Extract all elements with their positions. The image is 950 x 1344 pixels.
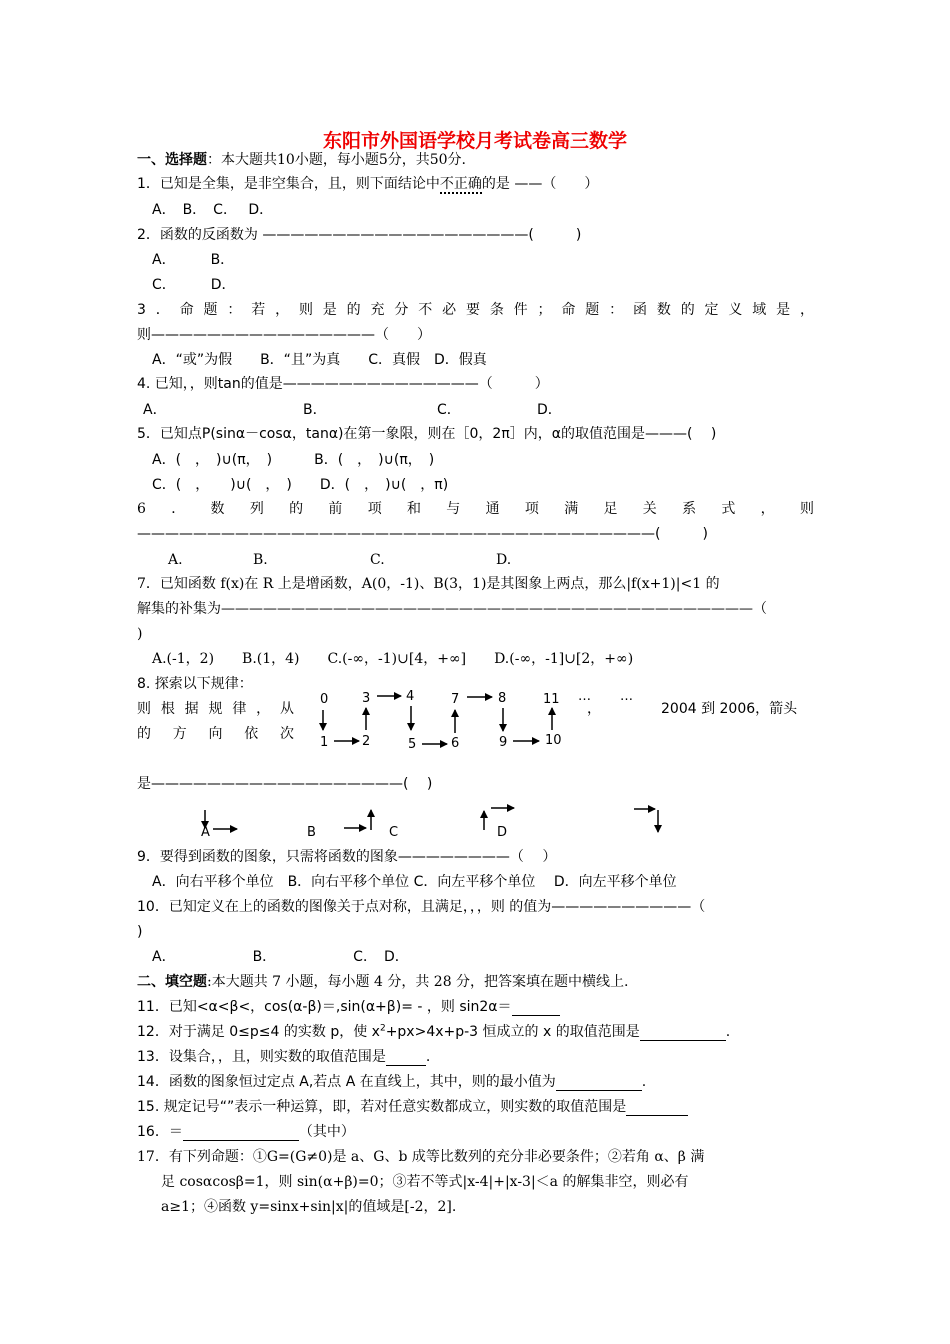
q6-option-d: D. <box>496 552 512 568</box>
pattern-num-5: 5 <box>408 737 417 752</box>
q3-stem-char: 要 <box>465 302 480 318</box>
pattern-arrows <box>323 696 552 744</box>
q13-text: 13．设集合，，且，则实数的取值范围是 <box>137 1049 386 1065</box>
q3-stem-char: 条 <box>489 302 504 318</box>
pattern-num-4: 4 <box>406 689 415 704</box>
q8-stem-line4: 是——————————————————( ) <box>137 776 433 792</box>
q8-stem-char: 次 <box>280 726 294 742</box>
q7-stem-line2: 解集的补集为——————————————————————————————————————（ <box>137 601 767 617</box>
q12-end: . <box>725 1024 731 1040</box>
q8-stem-char: 方 <box>172 726 187 742</box>
q6-stem-char: 系 <box>682 501 697 517</box>
q5-options-row1: A．( ， )∪(π， ) B．( ， )∪(π， ) <box>152 452 435 468</box>
q11-text: 11．已知<α<β<，cos(α-β)＝,sin(α+β)= - ，则 sin2α＝ <box>137 999 512 1015</box>
q6-stem-char: 和 <box>407 501 421 517</box>
q3-stem-char: 命 <box>561 302 576 318</box>
pattern-num-0: 0 <box>320 692 329 707</box>
q6-stem-char: 式 <box>721 501 736 517</box>
q3-stem-char: 若 <box>251 302 266 318</box>
q3-stem-char: ： <box>227 302 242 318</box>
q12-answer-blank[interactable] <box>640 1026 726 1041</box>
q12-sup: 2 <box>379 1023 386 1034</box>
q15-line <box>137 1098 688 1116</box>
q16-line <box>137 1123 355 1141</box>
q3-stem-char: 必 <box>442 302 457 318</box>
q2-options-ab: A． B． <box>152 252 235 268</box>
pattern-num-7: 7 <box>451 692 460 707</box>
q7-options: A.(-1，2) B.(1，4) C.(-∞，-1)∪[4，+∞] D.(-∞，-1]∪[2，+∞) <box>152 651 634 667</box>
q6-stem-char: 的 <box>289 501 304 517</box>
q6-stem-char: 列 <box>249 501 264 517</box>
q7-stem-line3: ) <box>137 626 143 642</box>
q3-stem-char: 是 <box>776 302 791 318</box>
q3-stem-char: ， <box>275 302 290 318</box>
pattern-num-3: 3 <box>362 691 371 706</box>
q1-emphasis: 不正确 <box>439 176 482 192</box>
q4-option-c: C． <box>437 402 461 418</box>
q6-option-c: C. <box>370 552 385 568</box>
q1-options: A． B． C． D． <box>152 202 274 218</box>
q10-options: A． B． C． D． <box>152 949 409 965</box>
q10-stem-line1: 10．已知定义在上的函数的图像关于点对称，且满足，，，则 的值为——————————（ <box>137 899 706 915</box>
q2-stem: 2．函数的反函数为 ———————————————————( ) <box>137 227 582 243</box>
q1-text: 1．已知是全集，是非空集合，且，则下面结论中 <box>137 176 440 192</box>
choice-a-label: A <box>201 825 210 840</box>
q12-line <box>137 1023 730 1041</box>
q13-answer-blank[interactable] <box>386 1051 426 1066</box>
q3-stem-char: 题 <box>203 302 218 318</box>
q3-stem-char: 函 <box>632 302 647 318</box>
q3-stem-char: 的 <box>346 302 361 318</box>
q4-stem: 4. 已知，，则tan的值是——————————————（ ） <box>137 376 549 392</box>
q3-stem-char: 的 <box>680 302 695 318</box>
q3-stem-char: 数 <box>656 302 671 318</box>
pattern-num-10: 10 <box>545 733 562 748</box>
q6-stem-char: 满 <box>564 501 579 517</box>
q3-stem-char: 义 <box>728 302 743 318</box>
q3-stem-char: 定 <box>704 302 719 318</box>
q3-stem-char: 域 <box>752 302 767 318</box>
q8-choice-arrows <box>205 808 658 832</box>
q6-stem-char: 数 <box>210 501 225 517</box>
pattern-ellipsis-2: … <box>620 689 633 704</box>
pattern-num-1: 1 <box>320 735 329 750</box>
q4-option-d: D． <box>537 402 562 418</box>
q3-stem-char: ： <box>609 302 624 318</box>
q6-stem-char: 通 <box>485 501 500 517</box>
q3-stem-char: 是 <box>322 302 337 318</box>
q6-stem-char: 足 <box>603 501 618 517</box>
q16-post: （其中） <box>298 1124 355 1140</box>
q3-stem-char: ． <box>155 302 170 318</box>
q6-stem-line2: —————————————————————————————————————( ) <box>137 526 708 542</box>
q6-stem-char: 则 <box>799 501 814 517</box>
q9-options: A．向右平移个单位 B．向右平移个单位 C．向左平移个单位 D．向左平移个单位 <box>152 874 677 890</box>
q6-stem-char: 前 <box>328 501 343 517</box>
q17-line2: 足 cosαcosβ=1，则 sin(α+β)=0；③若不等式|x-4|+|x-3|＜a 的解集非空，则必有 <box>161 1174 689 1190</box>
q14-text: 14．函数的图象恒过定点 A,若点 A 在直线上，其中，则的最小值为 <box>137 1074 556 1090</box>
q13-line <box>137 1048 430 1066</box>
q8-stem-char: 律 <box>232 701 247 717</box>
q17-line1: 17．有下列命题：①G=(G≠0)是 a、G、b 成等比数列的充分非必要条件；②若角 α、β 满 <box>137 1149 705 1165</box>
section1-text: ：本大题共10小题，每小题5分，共50分. <box>207 152 466 168</box>
q8-stem-char: 规 <box>208 701 223 717</box>
section1-heading: 一、选择题 <box>137 152 207 168</box>
q3-stem-char: ， <box>799 302 814 318</box>
section2-text: :本大题共 7 小题，每小题 4 分，共 28 分，把答案填在题中横线上. <box>207 974 629 990</box>
q3-stem-char: 命 <box>179 302 194 318</box>
q14-line <box>137 1073 646 1091</box>
q11-answer-blank[interactable] <box>512 1001 560 1016</box>
page-title: 东阳市外国语学校月考试卷高三数学 <box>322 130 627 152</box>
q8-stem-char: ， <box>256 701 271 717</box>
q16-answer-blank[interactable] <box>183 1126 299 1141</box>
q3-stem-char: 题 <box>585 302 600 318</box>
q8-stem-char: 则 <box>137 701 151 717</box>
q3-stem-char: 充 <box>370 302 385 318</box>
q6-option-b: B. <box>253 552 268 568</box>
q17-line3: a≥1；④函数 y=sinx+sin|x|的值域是[-2，2]. <box>161 1199 457 1215</box>
q14-answer-blank[interactable] <box>556 1076 642 1091</box>
pattern-num-6: 6 <box>451 736 460 751</box>
q8-comma: ， <box>587 701 601 717</box>
pattern-num-11: 11 <box>543 692 560 707</box>
q3-stem-char: 则 <box>298 302 313 318</box>
q6-stem-char: 项 <box>524 501 539 517</box>
pattern-num-2: 2 <box>362 734 371 749</box>
q6-stem-char: ， <box>760 501 775 517</box>
pattern-ellipsis-1: … <box>578 689 591 704</box>
q3-stem-line2: 则————————————————（ ） <box>137 327 431 343</box>
q2-options-cd: C． D． <box>152 277 236 293</box>
q7-stem-line1: 7．已知函数 f(x)在 R 上是增函数，A(0，-1)、B(3，1)是其图象上两点，那么|f(x+1)|<1 的 <box>137 576 720 592</box>
q9-stem: 9．要得到函数的图象，只需将函数的图象————————（ ） <box>137 849 557 865</box>
q6-option-a: A. <box>168 552 183 568</box>
q15-answer-blank[interactable] <box>626 1101 688 1116</box>
q8-stem-char: 从 <box>279 701 294 717</box>
q5-stem: 5．已知点P(sinα－cosα，tanα)在第一象限，则在［0，2π］内，α的取值范围是———( ) <box>137 426 717 442</box>
q8-stem-char: 向 <box>208 726 223 742</box>
q5-options-row2: C．( ， )∪( ， ) D．( ， )∪( ，π) <box>152 477 449 493</box>
q8-stem-line2b: 2004 到 2006，箭头 <box>661 701 798 717</box>
q8-stem-char: 依 <box>244 726 259 742</box>
q10-stem-line2: ) <box>137 924 143 940</box>
section2-heading: 二、填空题 <box>137 974 207 990</box>
q1-tail: 的是 ——（ ） <box>481 176 599 192</box>
q14-end: . <box>641 1074 647 1090</box>
q6-stem-char: 与 <box>446 501 461 517</box>
q4-option-b: B． <box>303 402 327 418</box>
q12-post: +px>4x+p-3 恒成立的 x 的取值范围是 <box>385 1024 640 1040</box>
pattern-num-8: 8 <box>498 691 507 706</box>
q8-stem-line1: 8. 探索以下规律： <box>137 676 253 692</box>
q6-stem-char: 6 <box>137 501 146 517</box>
q6-stem-char: ． <box>171 501 186 517</box>
q13-end: . <box>425 1049 431 1065</box>
choice-c-label: C <box>389 825 399 840</box>
q3-options: A．“或”为假 B．“且”为真 C．真假 D．假真 <box>152 352 487 368</box>
q6-stem-char: 项 <box>367 501 382 517</box>
q3-stem-char: 不 <box>418 302 433 318</box>
q3-stem-char: 分 <box>394 302 409 318</box>
section2-header <box>137 973 629 991</box>
choice-b-label: B <box>307 825 316 840</box>
q16-pre: 16．＝ <box>137 1124 183 1140</box>
q8-stem-char: 的 <box>137 726 151 742</box>
q3-stem-char: ； <box>537 302 552 318</box>
q3-stem-char: 3 <box>137 302 146 318</box>
q11-line <box>137 998 560 1016</box>
q15-text: 15. 规定记号“”表示一种运算，即，若对任意实数都成立，则实数的取值范围是 <box>137 1099 627 1115</box>
q3-stem-char: 件 <box>513 302 528 318</box>
q12-pre: 12．对于满足 0≤p≤4 的实数 p，使 x <box>137 1024 380 1040</box>
pattern-num-9: 9 <box>499 735 508 750</box>
q6-stem-char: 关 <box>642 501 657 517</box>
q8-stem-char: 据 <box>184 701 199 717</box>
q8-stem-char: 根 <box>160 701 175 717</box>
choice-d-label: D <box>497 825 508 840</box>
q4-option-a: A． <box>143 402 167 418</box>
